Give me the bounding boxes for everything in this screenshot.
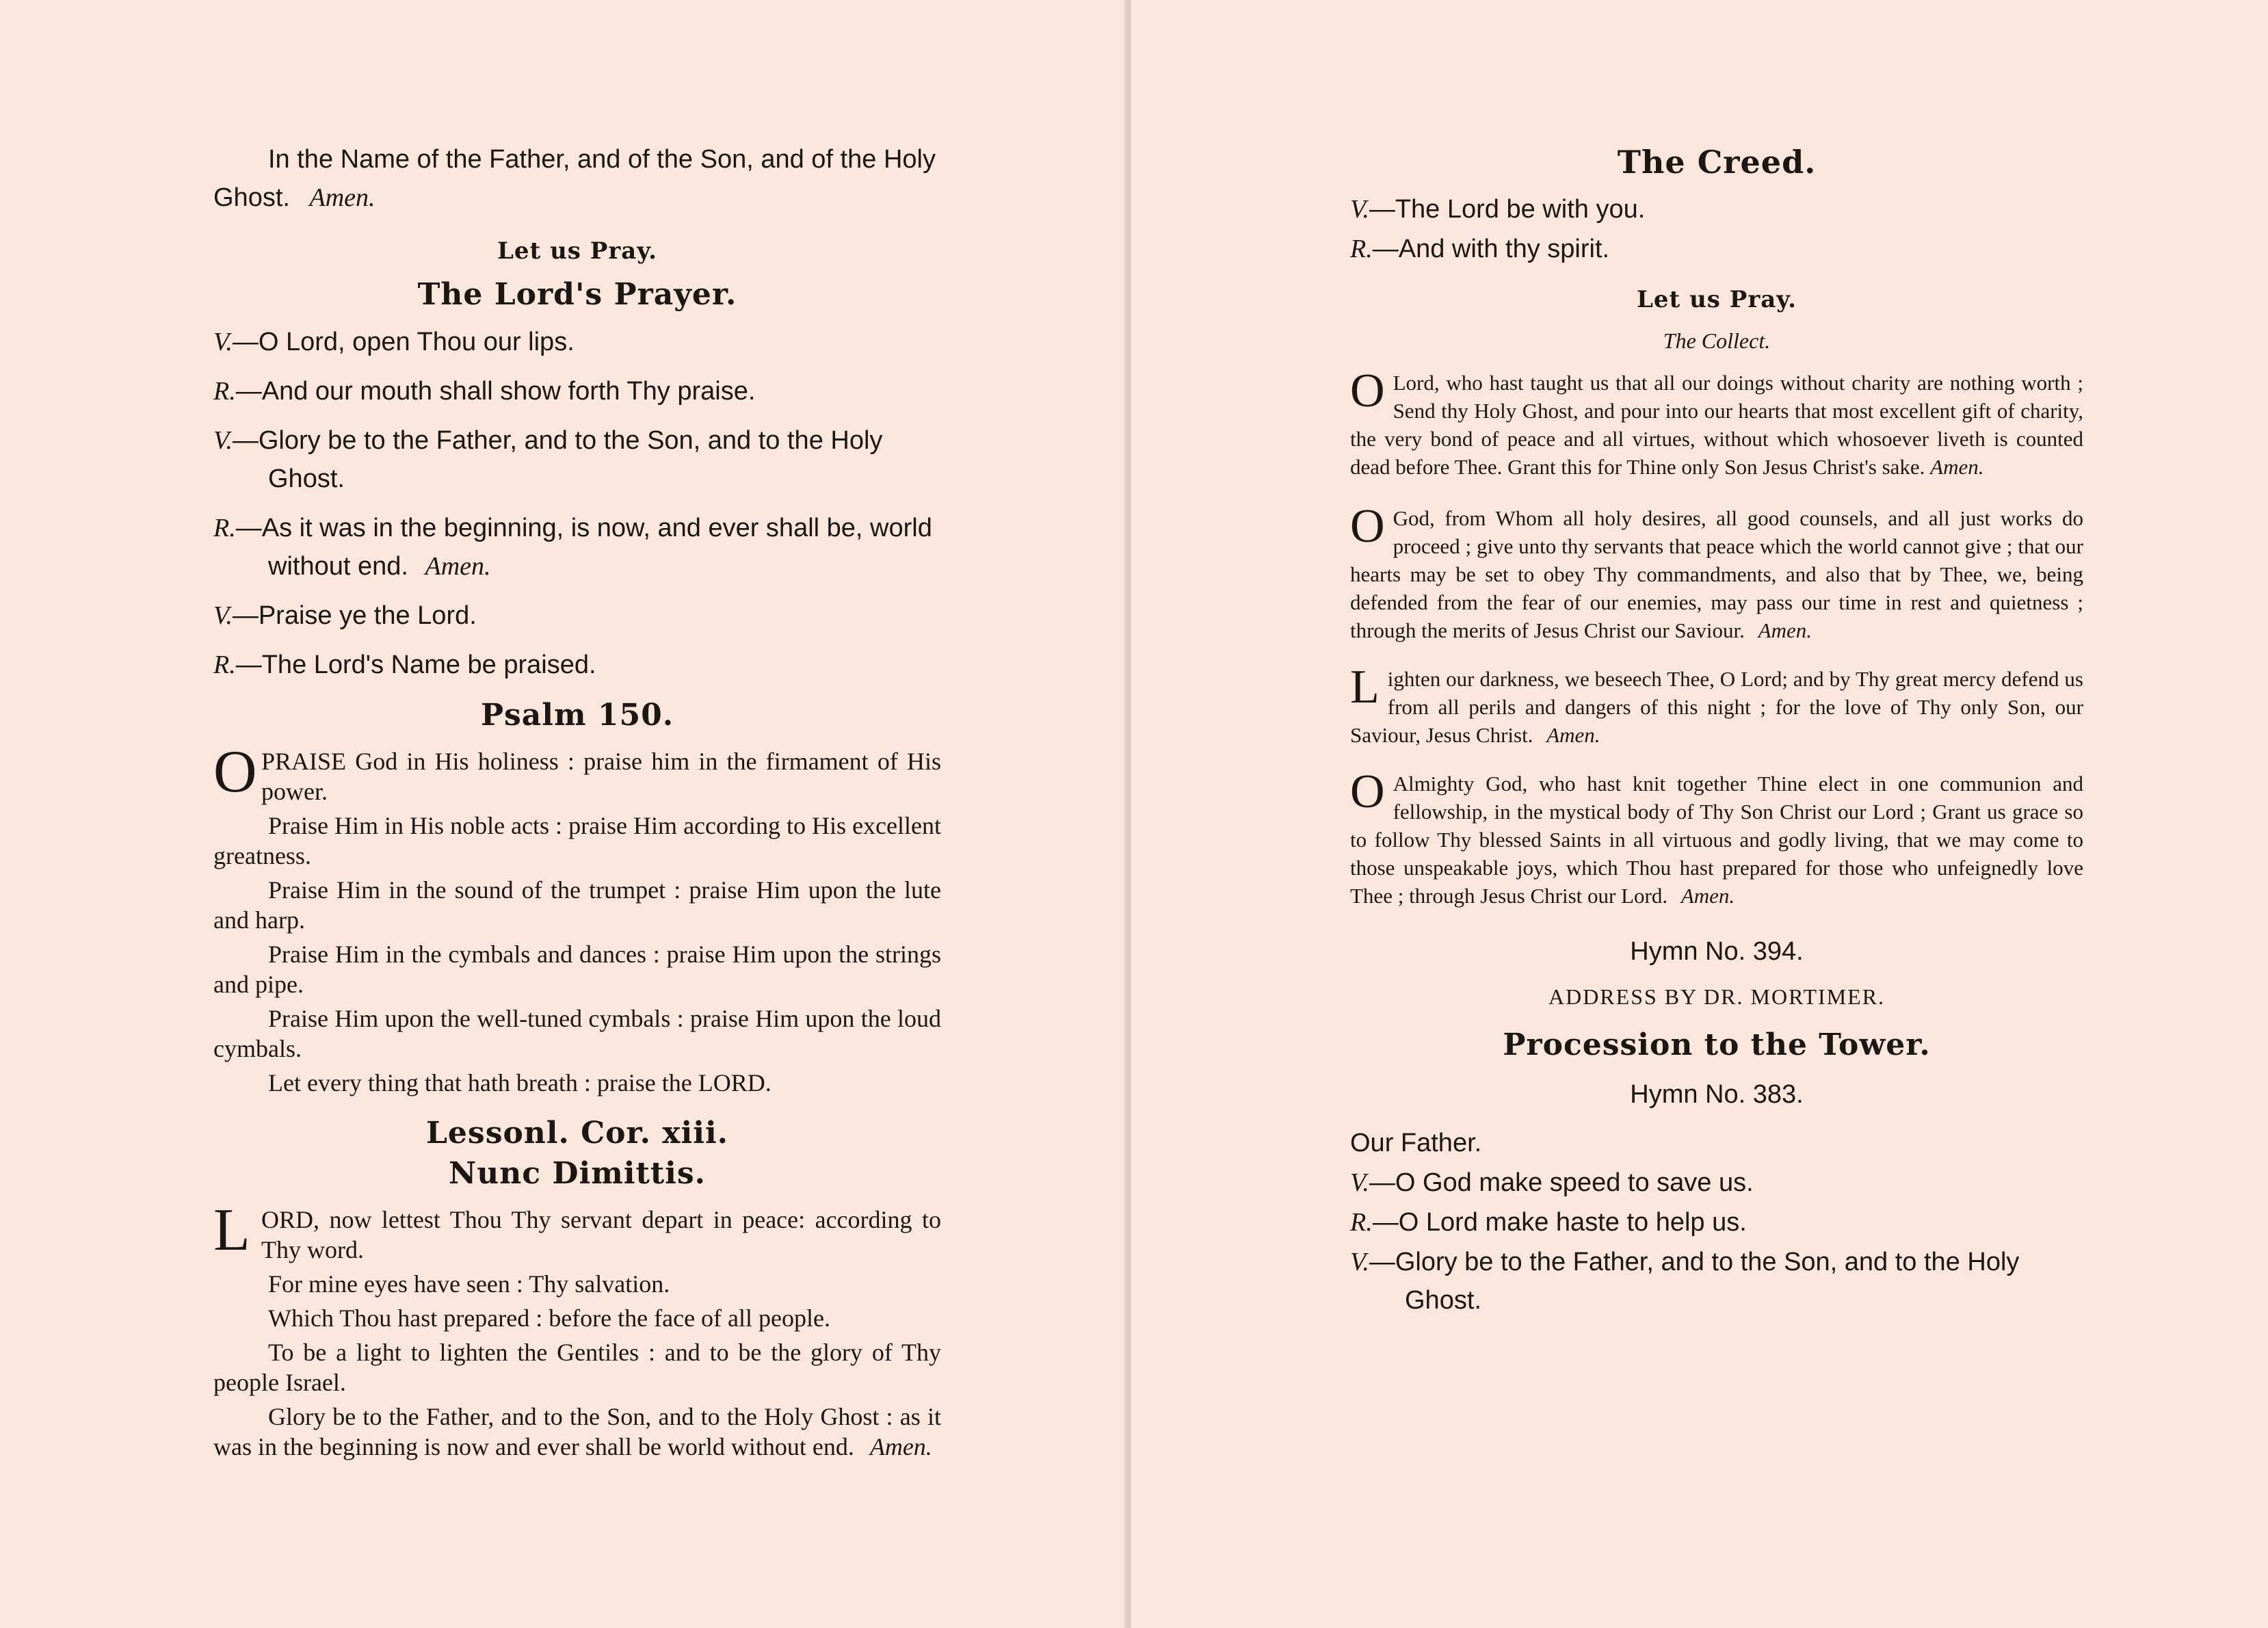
versicle-label: V.: [213, 328, 233, 356]
collect-paragraph: [1350, 661, 2083, 749]
nunc-verse: For mine eyes have seen : Thy salvation.: [268, 1270, 670, 1298]
psalm-title: Psalm 150.: [480, 698, 674, 733]
intro-amen: Amen.: [309, 183, 375, 212]
psalm-verse: Praise Him upon the well-tuned cymbals : praise Him upon the loud cymbals.: [213, 1005, 941, 1062]
left-page: [0, 0, 1127, 1628]
versicle-label: R.: [213, 377, 236, 406]
versicle: [1350, 1164, 2083, 1202]
procession-versicles: [1350, 1164, 2083, 1320]
psalm-verse: Praise Him in the cymbals and dances : praise Him upon the strings and pipe.: [213, 941, 941, 998]
collect-paragraph: [1350, 500, 2083, 644]
versicle-text: —The Lord's Name be praised.: [235, 651, 596, 679]
versicle: [213, 421, 941, 498]
intro-invocation: In the Name of the Father, and of the Son, and of the Holy Ghost.: [213, 145, 936, 212]
psalm-verse: Praise Him in the sound of the trumpet : praise Him upon the lute and harp.: [213, 876, 941, 934]
versicle-amen: Amen.: [425, 552, 491, 581]
versicle-text: —As it was in the beginning, is now, and ever shall be, world without end.: [235, 514, 932, 581]
collect-paragraph: [1350, 365, 2083, 481]
versicle-label: V.: [1350, 195, 1369, 224]
lords-prayer-title: The Lord's Prayer.: [417, 277, 737, 312]
collect-text: ighten our darkness, we beseech Thee, O Lord; and by Thy great mercy defend us from all perils and dangers of this night ; for the love of Thy only Son, our Saviour, Jesus Christ.: [1350, 667, 2083, 747]
collect-paragraph: [1350, 765, 2083, 910]
address-line: ADDRESS BY DR. MORTIMER.: [1548, 984, 1886, 1009]
nunc-verse: To be a light to lighten the Gentiles : and to be the glory of Thy people Israel.: [213, 1339, 941, 1396]
creed-versicles: [1350, 190, 2083, 268]
psalm-dropcap: O: [213, 739, 257, 805]
nunc-verse: Which Thou hast prepared : before the face of all people.: [268, 1304, 830, 1332]
nunc-dimittis-title: Nunc Dimittis.: [449, 1156, 706, 1191]
versicle-label: R.: [1350, 235, 1373, 263]
hymn-number: Hymn No. 394.: [1630, 937, 1804, 966]
versicle-text: —O Lord make haste to help us.: [1372, 1208, 1747, 1237]
nunc-gloria: [213, 1402, 941, 1462]
nunc-amen: Amen.: [869, 1433, 932, 1460]
collect-amen: Amen.: [1546, 723, 1600, 747]
right-page: [1130, 0, 2268, 1628]
collect-text: Lord, who hast taught us that all our doings without charity are nothing worth ; Send thy Holy Ghost, and pour into our hearts that most excellent gift of charity, the very bond of peace and all virtues, without which whosoever liveth is counted dead before Thee. Grant this for Thine only Son Jesus Christ's sake.: [1350, 371, 2083, 479]
versicle-label: R.: [213, 651, 236, 679]
versicle: [1350, 1203, 2083, 1242]
versicle-label: R.: [213, 514, 236, 542]
let-us-pray-heading: Let us Pray.: [1637, 286, 1797, 313]
versicle: [213, 372, 941, 410]
nunc-first-text: ORD, now lettest Thou Thy servant depart in peace: according to Thy word.: [261, 1206, 941, 1263]
nunc-gloria-text: Glory be to the Father, and to the Son, and to the Holy Ghost : as it was in the beginning is now and ever shall be world without end.: [213, 1403, 941, 1460]
collect-dropcap: L: [1350, 661, 1380, 713]
lesson-title: Lessonl. Cor. xiii.: [425, 1116, 728, 1151]
psalm-verse: Let every thing that hath breath : praise the LORD.: [268, 1069, 772, 1097]
nunc-first-verse: [213, 1197, 941, 1265]
collect-amen: Amen.: [1758, 618, 1812, 642]
psalm-first-text: PRAISE God in His holiness : praise him in the firmament of His power.: [261, 748, 941, 805]
versicle-text: —O Lord, open Thou our lips.: [232, 328, 575, 356]
versicle-text: —And with thy spirit.: [1372, 235, 1610, 263]
versicle: [213, 509, 941, 586]
versicle: [213, 596, 941, 635]
creed-title: The Creed.: [1617, 144, 1817, 181]
versicles-list: [213, 323, 941, 684]
versicle: [213, 323, 941, 361]
versicle-text: —O God make speed to save us.: [1369, 1168, 1754, 1197]
right-column: [1350, 0, 2083, 1320]
versicle: [213, 646, 941, 684]
intro-text: [213, 140, 941, 217]
collect-dropcap: O: [1350, 765, 1385, 818]
versicle-text: —And our mouth shall show forth Thy praise.: [235, 377, 756, 406]
versicle: [1350, 1243, 2083, 1320]
procession-title: Procession to the Tower.: [1503, 1027, 1931, 1062]
versicle: [1350, 190, 2083, 228]
versicle: [1350, 230, 2083, 268]
versicle-text: —Glory be to the Father, and to the Son, and to the Holy Ghost.: [232, 426, 883, 493]
versicle-label: V.: [213, 601, 233, 630]
versicle-label: V.: [1350, 1168, 1369, 1197]
collect-text: Almighty God, who hast knit together Thine elect in one communion and fellowship, in the mystical body of Thy Son Christ our Lord ; Grant us grace so to follow Thy blessed Saints in all virtuous and godly living, that we may come to those unspeakable joys, which Thou hast prepared for those who unfeignedly love Thee ; through Jesus Christ our Lord.: [1350, 772, 2083, 908]
let-us-pray-heading: Let us Pray.: [497, 237, 657, 265]
collect-dropcap: O: [1350, 365, 1385, 417]
collect-label: The Collect.: [1663, 328, 1771, 353]
versicle-text: —Praise ye the Lord.: [232, 601, 477, 630]
psalm-verse: Praise Him in His noble acts : praise Him according to His excellent greatness.: [213, 812, 941, 869]
left-column: [213, 0, 941, 1462]
collect-dropcap: O: [1350, 500, 1385, 553]
versicle-text: —Glory be to the Father, and to the Son, and to the Holy Ghost.: [1369, 1248, 2020, 1315]
collect-text: God, from Whom all holy desires, all good counsels, and all just works do proceed ; give unto thy servants that peace which the world cannot give ; that our hearts may be set to obey Thy commandments, and also that by Thee, we, being defended from the fear of our enemies, may pass our time in rest and quietness ; through the merits of Jesus Christ our Saviour.: [1350, 506, 2083, 642]
versicle-label: V.: [213, 426, 233, 455]
nunc-dropcap: L: [213, 1197, 250, 1263]
psalm-first-verse: [213, 739, 941, 806]
hymn-number: Hymn No. 383.: [1630, 1080, 1804, 1109]
our-father-line: Our Father.: [1350, 1129, 1482, 1157]
versicle-text: —The Lord be with you.: [1369, 195, 1646, 224]
versicle-label: R.: [1350, 1208, 1373, 1237]
collect-amen: Amen.: [1680, 884, 1735, 908]
versicle-label: V.: [1350, 1248, 1369, 1276]
collect-amen: Amen.: [1930, 455, 1984, 479]
